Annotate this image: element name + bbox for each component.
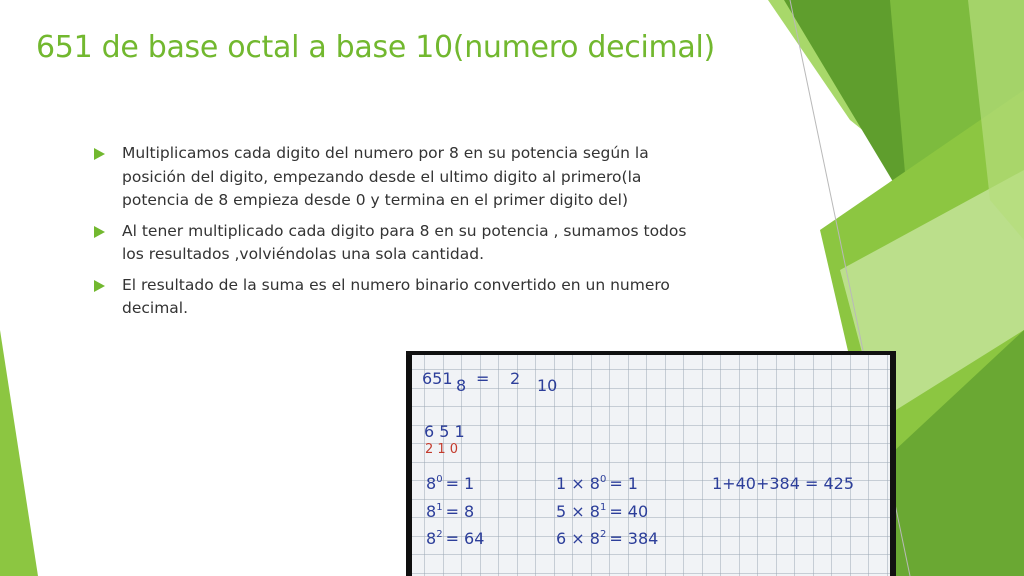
hw-power-row: $8^2 = 64$ (426, 529, 485, 548)
bullet-item (92, 142, 692, 213)
bullet-text: El resultado de la suma es el numero binario convertido en un numero decimal. (122, 275, 670, 317)
bullet-item (92, 274, 692, 321)
bullet-list (92, 142, 692, 328)
notebook-photo (406, 351, 896, 576)
hw-positions: 2 1 0 (425, 442, 459, 457)
hw-power-row: $8^0 = 1$ (426, 474, 475, 493)
triangle-right-icon (94, 148, 105, 160)
hw-product-row: $5 \times 8^1 = 40$ (556, 502, 649, 521)
hw-number: 651 (422, 369, 453, 388)
hw-product-row: $6 \times 8^2 = 384$ (556, 529, 659, 548)
photo-edge-top (406, 351, 896, 355)
slide-title: 651 de base octal a base 10(numero decimal) (36, 30, 715, 65)
notebook-image (406, 351, 896, 576)
deco-left-wedge (0, 330, 38, 576)
hw-base: 8 (456, 376, 467, 395)
hw-digits: 6 5 1 (424, 422, 465, 441)
hw-result-base: 10 (537, 376, 558, 395)
hw-power-row: $8^1 = 8$ (426, 502, 475, 521)
hw-result: 2 (510, 369, 521, 388)
hw-sum: 1+40+384 = 425 (712, 474, 855, 493)
triangle-right-icon (94, 226, 105, 238)
bullet-item (92, 220, 692, 267)
bullet-text: Al tener multiplicado cada digito para 8 en su potencia , sumamos todos los resultados ,volviéndolas una sola cantidad. (122, 221, 687, 263)
hw-product-row: $1 \times 8^0 = 1$ (556, 474, 638, 493)
triangle-right-icon (94, 280, 105, 292)
bullet-text: Multiplicamos cada digito del numero por 8 en su potencia según la posición del digito, empezando desde el ultimo digito al primero(la potencia de 8 empieza desde 0 y termina en el primer digito del) (122, 144, 649, 209)
photo-edge-right (890, 351, 896, 576)
hw-equals: = (476, 369, 490, 388)
